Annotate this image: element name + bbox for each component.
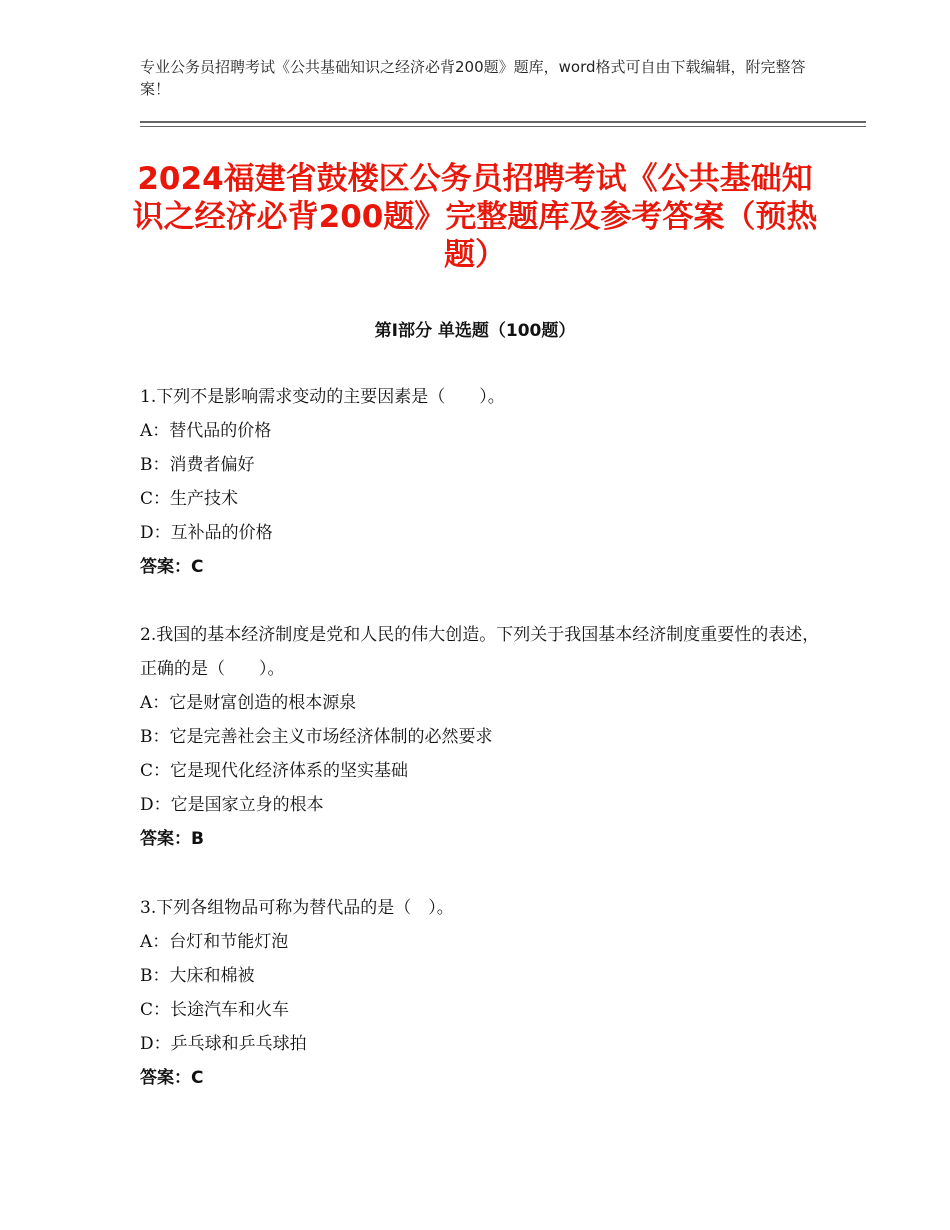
question-stem: 1.下列不是影响需求变动的主要因素是（ ）。 [140, 387, 505, 407]
option-c: C：长途汽车和火车 [140, 1000, 290, 1020]
option-a: A：替代品的价格 [140, 421, 272, 441]
section-title: 第Ⅰ部分 单选题（100题） [374, 321, 576, 341]
option-d: D：它是国家立身的根本 [140, 795, 324, 815]
answer: 答案：B [140, 829, 204, 849]
question-3 [140, 891, 820, 1095]
option-b: B：它是完善社会主义市场经济体制的必然要求 [140, 727, 493, 747]
header-rule-thin [140, 126, 866, 127]
header-rule-thick [140, 121, 866, 123]
header-note: 专业公务员招聘考试《公共基础知识之经济必背200题》题库，word格式可自由下载编辑，附完整答案！ [140, 58, 806, 98]
option-c: C：生产技术 [140, 489, 239, 509]
option-c: C：它是现代化经济体系的坚实基础 [140, 761, 409, 781]
question-1 [140, 380, 820, 584]
option-d: D：互补品的价格 [140, 523, 273, 543]
option-d: D：乒乓球和乒乓球拍 [140, 1034, 307, 1054]
option-b: B：消费者偏好 [140, 455, 255, 475]
option-a: A：它是财富创造的根本源泉 [140, 693, 357, 713]
answer: 答案：C [140, 1068, 204, 1088]
question-stem: 3.下列各组物品可称为替代品的是（ ）。 [140, 898, 454, 918]
document-title: 2024福建省鼓楼区公务员招聘考试《公共基础知识之经济必背200题》完整题库及参考答案（预热题） [132, 161, 818, 273]
question-stem: 2.我国的基本经济制度是党和人民的伟大创造。下列关于我国基本经济制度重要性的表述，正确的是（ ）。 [140, 625, 820, 679]
option-b: B：大床和棉被 [140, 966, 255, 986]
question-2 [140, 618, 820, 856]
answer: 答案：C [140, 557, 204, 577]
option-a: A：台灯和节能灯泡 [140, 932, 289, 952]
